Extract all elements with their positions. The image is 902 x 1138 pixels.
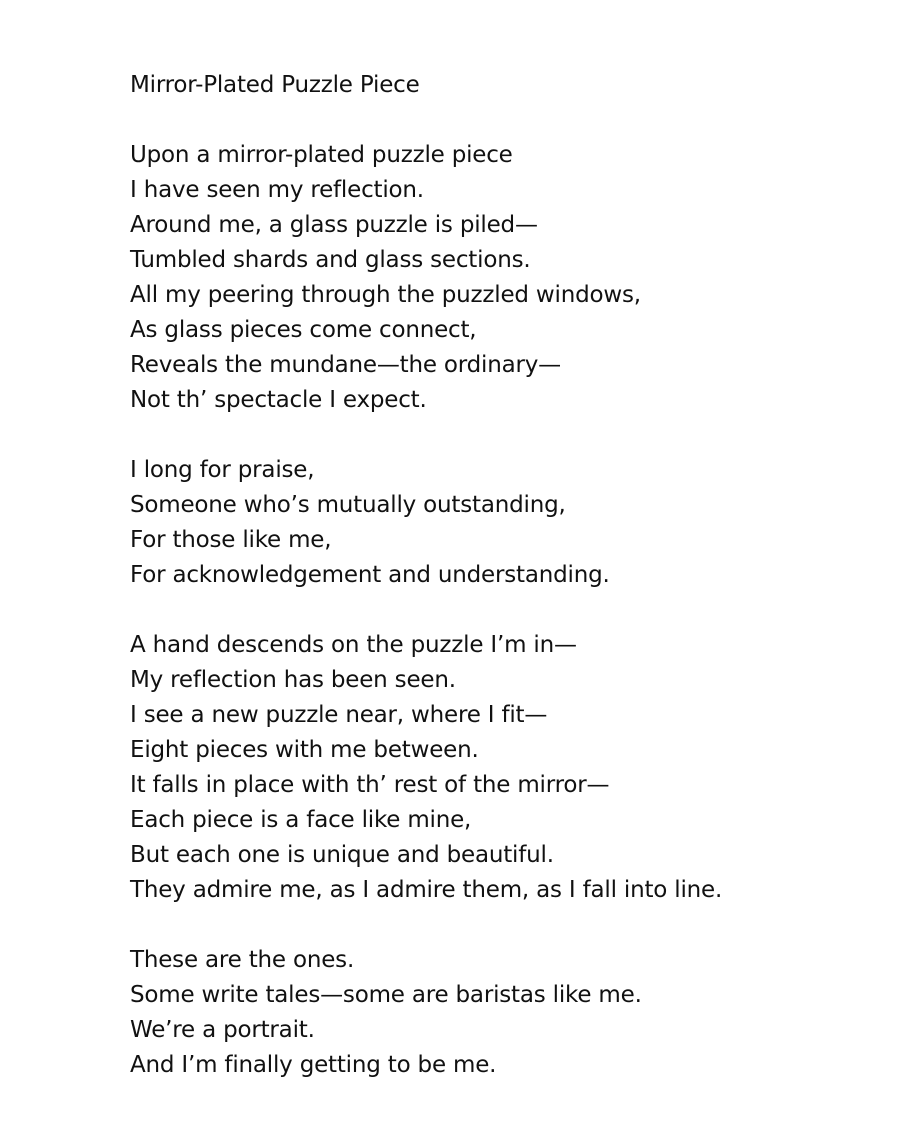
- poem-line: As glass pieces come connect,: [130, 317, 477, 343]
- poem-line: I long for praise,: [130, 457, 315, 483]
- stanza-gap: [130, 418, 870, 453]
- stanza-2: [130, 453, 870, 593]
- poem-line: These are the ones.: [130, 947, 355, 973]
- poem-line: For those like me,: [130, 527, 332, 553]
- poem-line: Reveals the mundane—the ordinary—: [130, 352, 561, 378]
- poem-line: Upon a mirror-plated puzzle piece: [130, 142, 513, 168]
- poem-line: All my peering through the puzzled windows,: [130, 282, 641, 308]
- stanza-3: [130, 628, 870, 908]
- stanza-gap: [130, 593, 870, 628]
- poem-line: But each one is unique and beautiful.: [130, 842, 554, 868]
- stanza-gap: [130, 103, 870, 138]
- poem-document: [130, 68, 870, 1083]
- poem-line: My reflection has been seen.: [130, 667, 456, 693]
- poem-line: Not th’ spectacle I expect.: [130, 387, 427, 413]
- poem-line: Some write tales—some are baristas like me.: [130, 982, 642, 1008]
- poem-line: It falls in place with th’ rest of the mirror—: [130, 772, 610, 798]
- stanza-1: [130, 138, 870, 418]
- poem-line: Eight pieces with me between.: [130, 737, 479, 763]
- poem-line: And I’m finally getting to be me.: [130, 1052, 497, 1078]
- poem-line: They admire me, as I admire them, as I fall into line.: [130, 877, 723, 903]
- poem-line: I have seen my reflection.: [130, 177, 424, 203]
- poem-line: Each piece is a face like mine,: [130, 807, 472, 833]
- stanza-gap: [130, 908, 870, 943]
- poem-line: Tumbled shards and glass sections.: [130, 247, 531, 273]
- poem-title: Mirror-Plated Puzzle Piece: [130, 72, 420, 98]
- poem-line: We’re a portrait.: [130, 1017, 315, 1043]
- poem-line: Around me, a glass puzzle is piled—: [130, 212, 538, 238]
- stanza-4: [130, 943, 870, 1083]
- poem-line: For acknowledgement and understanding.: [130, 562, 610, 588]
- poem-line: I see a new puzzle near, where I fit—: [130, 702, 548, 728]
- poem-line: A hand descends on the puzzle I’m in—: [130, 632, 577, 658]
- poem-line: Someone who’s mutually outstanding,: [130, 492, 566, 518]
